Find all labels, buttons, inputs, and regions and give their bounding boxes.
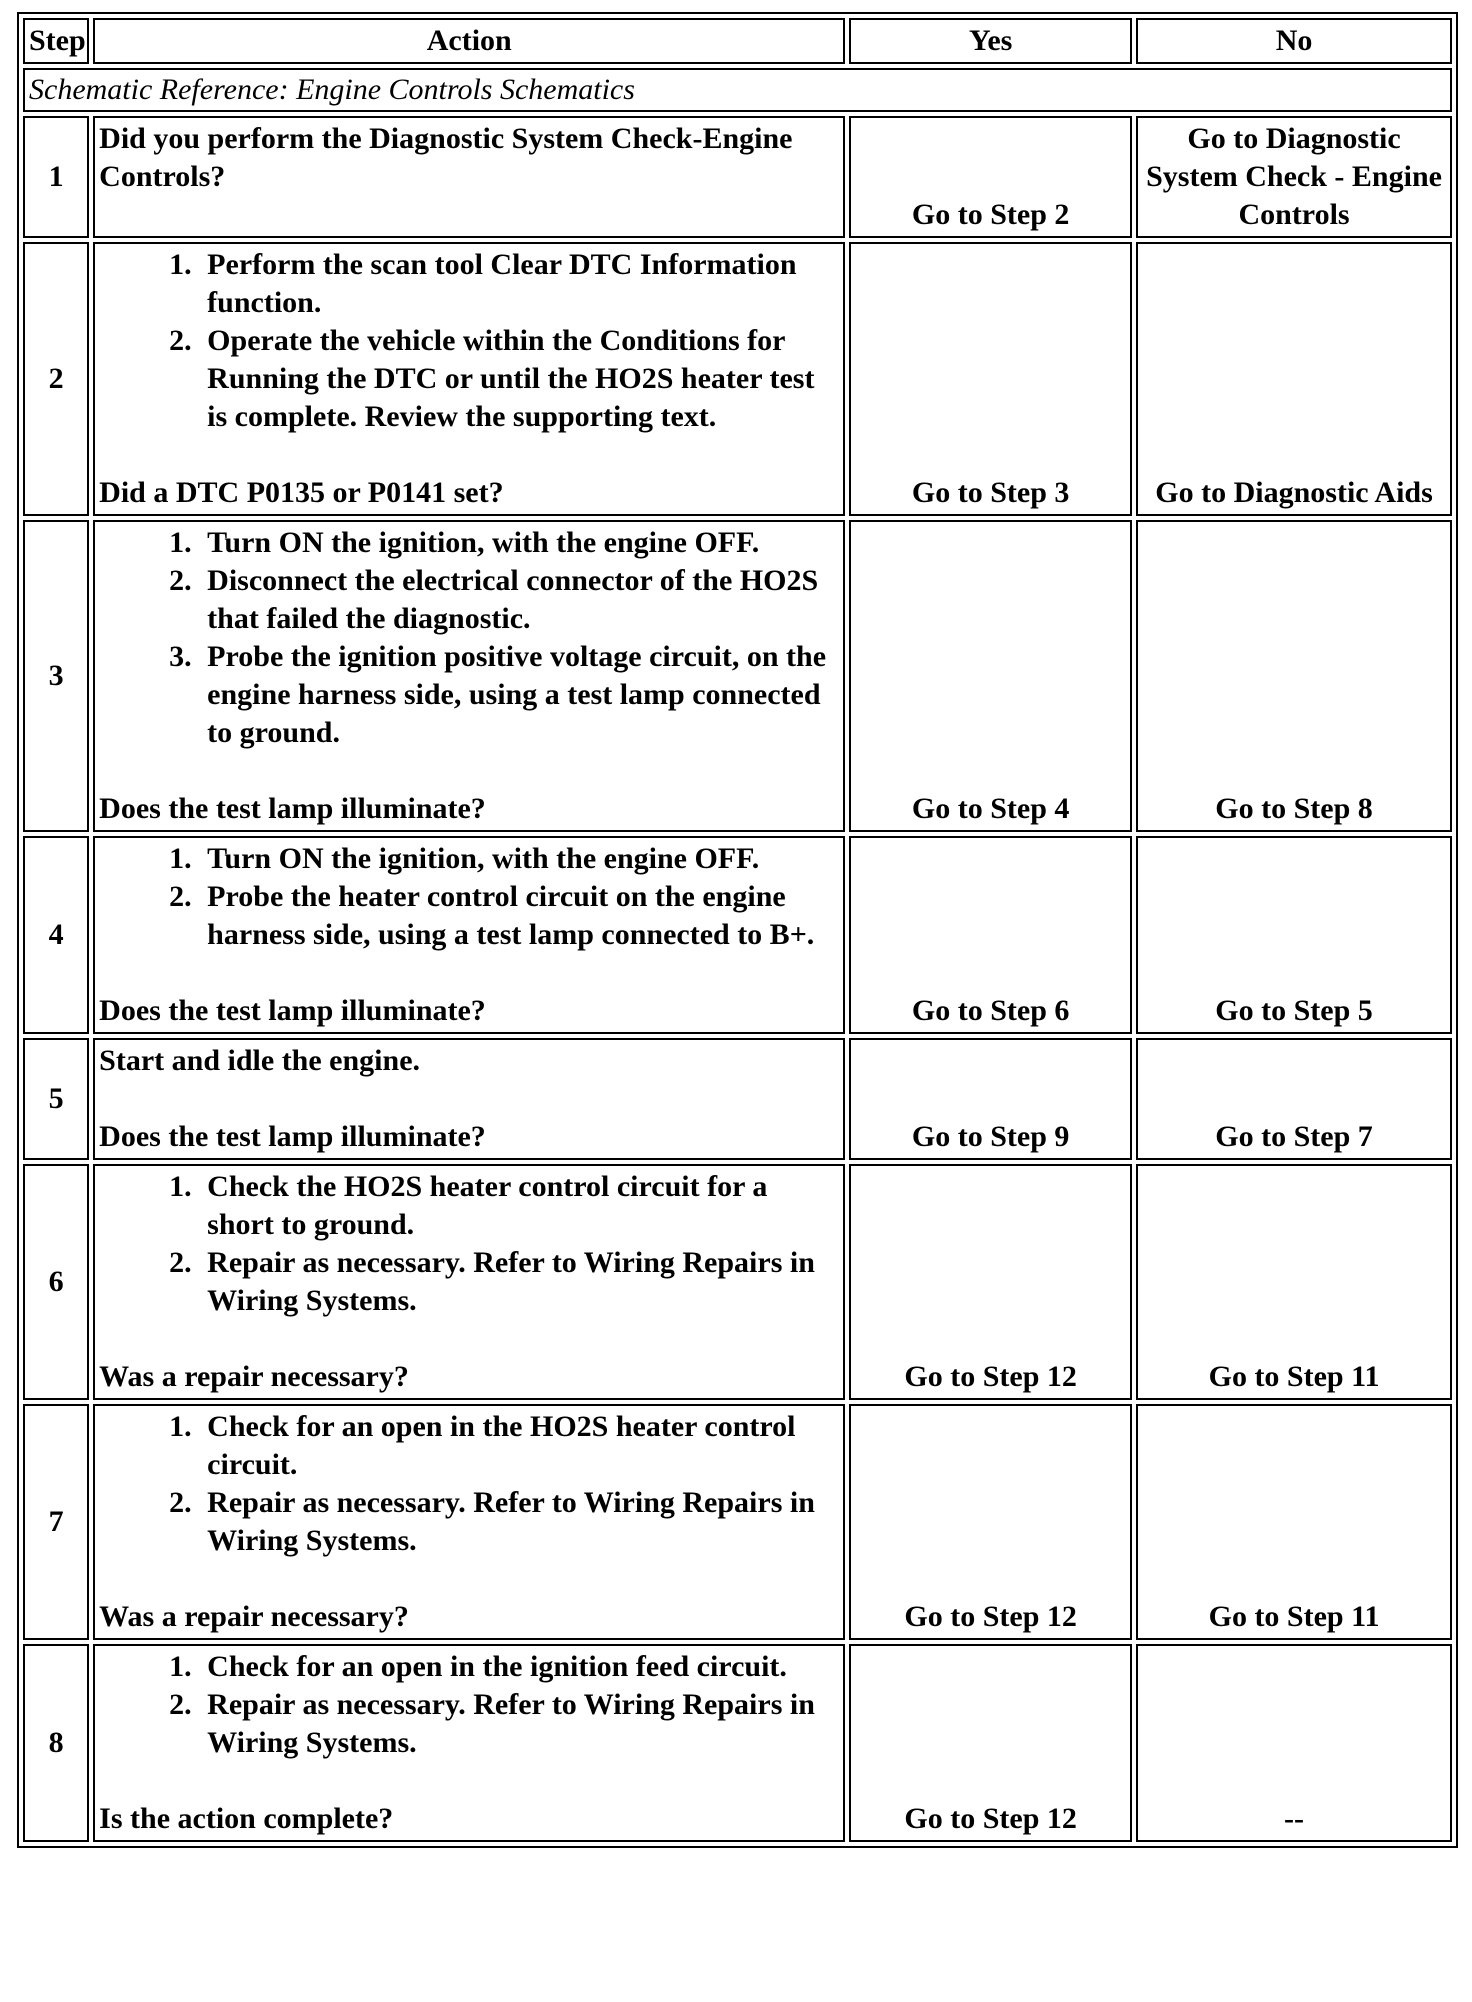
step-number: 6 bbox=[23, 1164, 89, 1400]
header-yes: Yes bbox=[849, 18, 1132, 64]
action-cell bbox=[93, 242, 845, 516]
step-number: 7 bbox=[23, 1404, 89, 1640]
action-question: Does the test lamp illuminate? bbox=[99, 792, 486, 825]
action-list bbox=[99, 1408, 839, 1560]
no-result: Go to Step 7 bbox=[1136, 1038, 1452, 1160]
header-action: Action bbox=[93, 18, 845, 64]
step-number: 8 bbox=[23, 1644, 89, 1842]
spacer bbox=[99, 752, 839, 790]
action-item: 1. Check for an open in the ignition feed circuit. bbox=[199, 1648, 839, 1686]
table-row bbox=[23, 836, 1452, 1034]
table-row bbox=[23, 1038, 1452, 1160]
spacer bbox=[99, 1762, 839, 1800]
action-cell bbox=[93, 836, 845, 1034]
yes-result: Go to Step 6 bbox=[849, 836, 1132, 1034]
table-row bbox=[23, 116, 1452, 238]
schematic-reference: Schematic Reference: Engine Controls Schematics bbox=[23, 68, 1452, 112]
table-row bbox=[23, 1404, 1452, 1640]
action-intro: Did you perform the Diagnostic System Check-Engine Controls? bbox=[99, 122, 793, 193]
yes-result: Go to Step 12 bbox=[849, 1644, 1132, 1842]
action-question: Was a repair necessary? bbox=[99, 1360, 409, 1393]
step-number: 2 bbox=[23, 242, 89, 516]
diagnostic-table bbox=[17, 12, 1458, 1848]
action-item: 2. Operate the vehicle within the Conditions for Running the DTC or until the HO2S heater test is complete. Review the supporting text. bbox=[199, 322, 839, 436]
spacer bbox=[99, 1560, 839, 1598]
action-cell bbox=[93, 1164, 845, 1400]
yes-result: Go to Step 4 bbox=[849, 520, 1132, 832]
spacer bbox=[99, 1080, 839, 1118]
table-row bbox=[23, 1644, 1452, 1842]
action-question: Does the test lamp illuminate? bbox=[99, 994, 486, 1027]
yes-result: Go to Step 2 bbox=[849, 116, 1132, 238]
action-list bbox=[99, 246, 839, 436]
header-no: No bbox=[1136, 18, 1452, 64]
action-cell bbox=[93, 1038, 845, 1160]
no-result: Go to Diagnostic System Check - Engine Controls bbox=[1136, 116, 1452, 238]
action-cell bbox=[93, 116, 845, 238]
action-cell bbox=[93, 1644, 845, 1842]
action-item: 2. Repair as necessary. Refer to Wiring Repairs in Wiring Systems. bbox=[199, 1244, 839, 1320]
no-result: -- bbox=[1136, 1644, 1452, 1842]
table-row bbox=[23, 1164, 1452, 1400]
action-item: 2. Repair as necessary. Refer to Wiring Repairs in Wiring Systems. bbox=[199, 1484, 839, 1560]
yes-result: Go to Step 3 bbox=[849, 242, 1132, 516]
spacer bbox=[99, 1320, 839, 1358]
schematic-reference-row bbox=[23, 68, 1452, 112]
yes-result: Go to Step 9 bbox=[849, 1038, 1132, 1160]
action-item: 1. Turn ON the ignition, with the engine OFF. bbox=[199, 524, 839, 562]
action-item: 2. Disconnect the electrical connector of the HO2S that failed the diagnostic. bbox=[199, 562, 839, 638]
action-question: Does the test lamp illuminate? bbox=[99, 1120, 486, 1153]
action-list bbox=[99, 840, 839, 954]
action-list bbox=[99, 1648, 839, 1762]
step-number: 3 bbox=[23, 520, 89, 832]
action-item: 1. Turn ON the ignition, with the engine OFF. bbox=[199, 840, 839, 878]
yes-result: Go to Step 12 bbox=[849, 1164, 1132, 1400]
no-result: Go to Step 11 bbox=[1136, 1164, 1452, 1400]
action-item: 2. Repair as necessary. Refer to Wiring Repairs in Wiring Systems. bbox=[199, 1686, 839, 1762]
action-item: 3. Probe the ignition positive voltage circuit, on the engine harness side, using a test lamp connected to ground. bbox=[199, 638, 839, 752]
spacer bbox=[99, 954, 839, 992]
no-result: Go to Step 11 bbox=[1136, 1404, 1452, 1640]
action-item: 2. Probe the heater control circuit on the engine harness side, using a test lamp connected to B+. bbox=[199, 878, 839, 954]
action-cell bbox=[93, 520, 845, 832]
action-cell bbox=[93, 1404, 845, 1640]
table-row bbox=[23, 242, 1452, 516]
action-list bbox=[99, 524, 839, 752]
table-row bbox=[23, 520, 1452, 832]
action-list bbox=[99, 1168, 839, 1320]
action-question: Is the action complete? bbox=[99, 1802, 394, 1835]
action-intro: Start and idle the engine. bbox=[99, 1044, 421, 1077]
action-item: 1. Perform the scan tool Clear DTC Information function. bbox=[199, 246, 839, 322]
spacer bbox=[99, 436, 839, 474]
no-result: Go to Diagnostic Aids bbox=[1136, 242, 1452, 516]
step-number: 4 bbox=[23, 836, 89, 1034]
header-step: Step bbox=[23, 18, 89, 64]
action-question: Did a DTC P0135 or P0141 set? bbox=[99, 476, 504, 509]
no-result: Go to Step 5 bbox=[1136, 836, 1452, 1034]
diagnostic-page bbox=[17, 12, 1458, 1848]
yes-result: Go to Step 12 bbox=[849, 1404, 1132, 1640]
step-number: 5 bbox=[23, 1038, 89, 1160]
action-item: 1. Check for an open in the HO2S heater control circuit. bbox=[199, 1408, 839, 1484]
action-item: 1. Check the HO2S heater control circuit for a short to ground. bbox=[199, 1168, 839, 1244]
table-body bbox=[23, 68, 1452, 1842]
header-row bbox=[23, 18, 1452, 64]
action-question: Was a repair necessary? bbox=[99, 1600, 409, 1633]
no-result: Go to Step 8 bbox=[1136, 520, 1452, 832]
step-number: 1 bbox=[23, 116, 89, 238]
